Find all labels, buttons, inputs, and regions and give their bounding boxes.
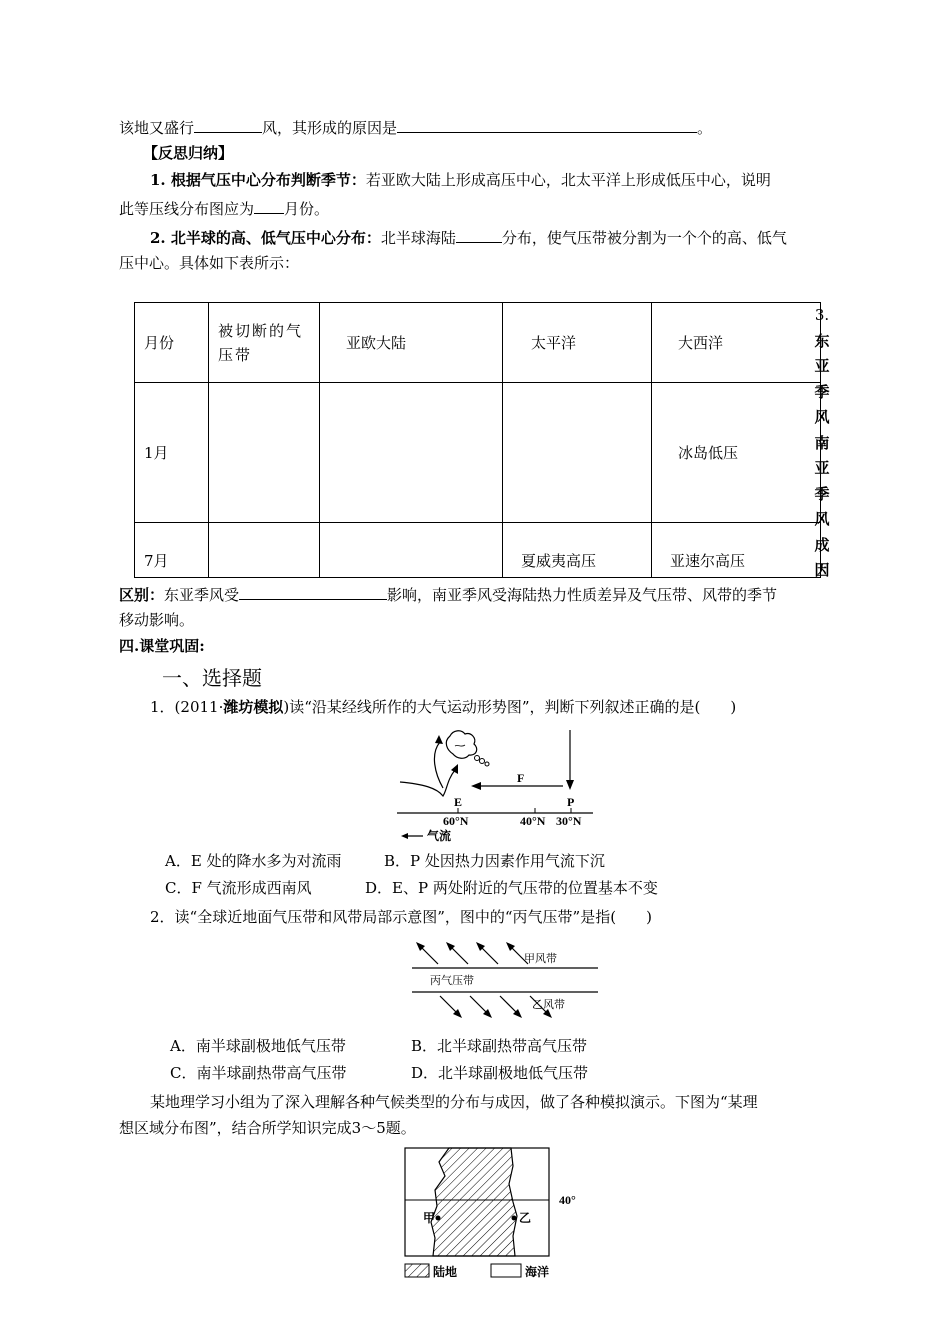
side-char: 亚 (814, 459, 830, 477)
table-cell: 夏威夷高压 (503, 523, 652, 578)
label-yi: 乙 (519, 1211, 532, 1225)
table-row (135, 523, 821, 578)
item2-text-a: 北半球海陆 (380, 229, 456, 247)
table-cell: 1月 (135, 383, 209, 523)
table-row (135, 383, 821, 523)
q1-option-d: D．E、P 两处附近的气压带的位置基本不变 (365, 879, 658, 897)
q2-option-a: A．南半球副极地低气压带 (170, 1037, 346, 1055)
item1-line2b: 月份。 (284, 200, 330, 218)
item1-bold: 1. 根据气压中心分布判断季节： (150, 171, 366, 189)
label-F: F (517, 771, 525, 785)
table-cell (320, 523, 503, 578)
legend-land: 陆地 (433, 1265, 458, 1279)
q1-option-a: A．E 处的降水多为对流雨 (165, 852, 342, 870)
table-cell: 亚速尔高压 (652, 523, 821, 578)
para-top-c: 。 (697, 119, 713, 137)
diff-b: 影响，南亚季风受海陆热力性质差异及气压带、风带的季节 (387, 586, 778, 604)
item1-line2a: 此等压线分布图应为 (119, 200, 255, 218)
q2-option-c: C．南半球副热带高气压带 (170, 1064, 347, 1082)
q2-stem: 2．读“全球近地面气压带和风带局部示意图”，图中的“丙气压带”是指( ) (150, 908, 652, 926)
side-char: 因 (814, 561, 830, 579)
side-label (810, 303, 834, 584)
blank (456, 226, 502, 243)
item2-line1 (150, 226, 787, 248)
item1-line1 (150, 170, 771, 190)
blank (254, 197, 284, 214)
side-char: 风 (814, 408, 830, 426)
label-E: E (454, 795, 463, 809)
q2-option-d: D．北半球副极地低气压带 (411, 1064, 589, 1082)
blank (239, 583, 387, 600)
lat-60: 60°N (443, 814, 469, 828)
diff-line2: 移动影响。 (119, 611, 195, 629)
q2-option-b: B．北半球副热带高气压带 (411, 1037, 588, 1055)
q1-figure (395, 724, 595, 842)
reflect-heading: 【反思归纳】 (143, 144, 234, 162)
para-top-a: 该地又盛行 (119, 119, 195, 137)
region-map (403, 1146, 593, 1286)
table-header: 大西洋 (652, 303, 821, 383)
lat-30: 30°N (556, 814, 582, 828)
q1-stem-a: 1．(2011· (150, 698, 224, 716)
table-cell: 7月 (135, 523, 209, 578)
diff-line1 (119, 583, 777, 605)
table-header: 太平洋 (503, 303, 652, 383)
section-choice-heading: 一、选择题 (162, 666, 262, 690)
table-cell (320, 383, 503, 523)
pressure-table (134, 302, 821, 578)
table-cell (209, 383, 320, 523)
label-P: P (567, 795, 575, 809)
table-cell: 冰岛低压 (652, 383, 821, 523)
side-char: 风 (814, 510, 830, 528)
side-char: 成 (814, 535, 830, 554)
table-cell (209, 523, 320, 578)
side-char: 南 (814, 433, 830, 452)
q1-option-b: B．P 处因热力因素作用气流下沉 (384, 852, 605, 870)
side-char: 季 (814, 484, 830, 503)
item2-line2: 压中心。具体如下表所示： (119, 254, 300, 272)
q1-option-c: C．F 气流形成西南风 (165, 879, 312, 897)
q2-figure (410, 940, 600, 1022)
item2-bold: 2. 北半球的高、低气压中心分布： (150, 229, 381, 247)
diff-a: 东亚季风受 (164, 586, 240, 604)
label-bing-pressure: 丙气压带 (430, 975, 474, 987)
blank (194, 116, 262, 133)
item1-line2 (119, 197, 329, 219)
table-header: 月份 (135, 303, 209, 383)
lat-40-label: 40° (559, 1193, 576, 1207)
legend-ocean: 海洋 (525, 1265, 550, 1279)
side-char: 亚 (814, 357, 830, 375)
table-header-row (135, 303, 821, 383)
lat-40: 40°N (520, 814, 546, 828)
label-yi-wind: 乙风带 (532, 999, 565, 1011)
side-char: 3. (814, 306, 830, 324)
section4-heading: 四.课堂巩固: (119, 637, 205, 655)
side-char: 季 (814, 382, 830, 401)
diff-bold: 区别： (119, 586, 165, 604)
side-char: 东 (814, 331, 830, 350)
q1-stem-bold: 潍坊模拟 (223, 698, 284, 716)
item1-text: 若亚欧大陆上形成高压中心，北太平洋上形成低压中心，说明 (365, 171, 771, 189)
para-top-b: 风，其形成的原因是 (262, 119, 398, 137)
blank (397, 116, 697, 133)
q3-intro-line2: 想区域分布图”，结合所学知识完成3～5题。 (119, 1119, 416, 1137)
item2-text-b: 分布，使气压带被分割为一个个的高、低气 (501, 229, 787, 247)
table-header: 亚欧大陆 (320, 303, 503, 383)
para-top (119, 116, 712, 138)
q1-stem (150, 697, 736, 717)
table-header: 被切断的气压带 (209, 303, 320, 383)
label-jia: 甲 (423, 1211, 436, 1225)
legend-airflow: 气流 (427, 829, 452, 842)
table-cell (503, 383, 652, 523)
label-jia-wind: 甲风带 (524, 953, 557, 965)
q1-stem-b: )读“沿某经线所作的大气运动形势图”，判断下列叙述正确的是( ) (283, 698, 737, 716)
q3-intro-line1: 某地理学习小组为了深入理解各种气候类型的分布与成因，做了各种模拟演示。下图为“某理 (150, 1093, 758, 1111)
